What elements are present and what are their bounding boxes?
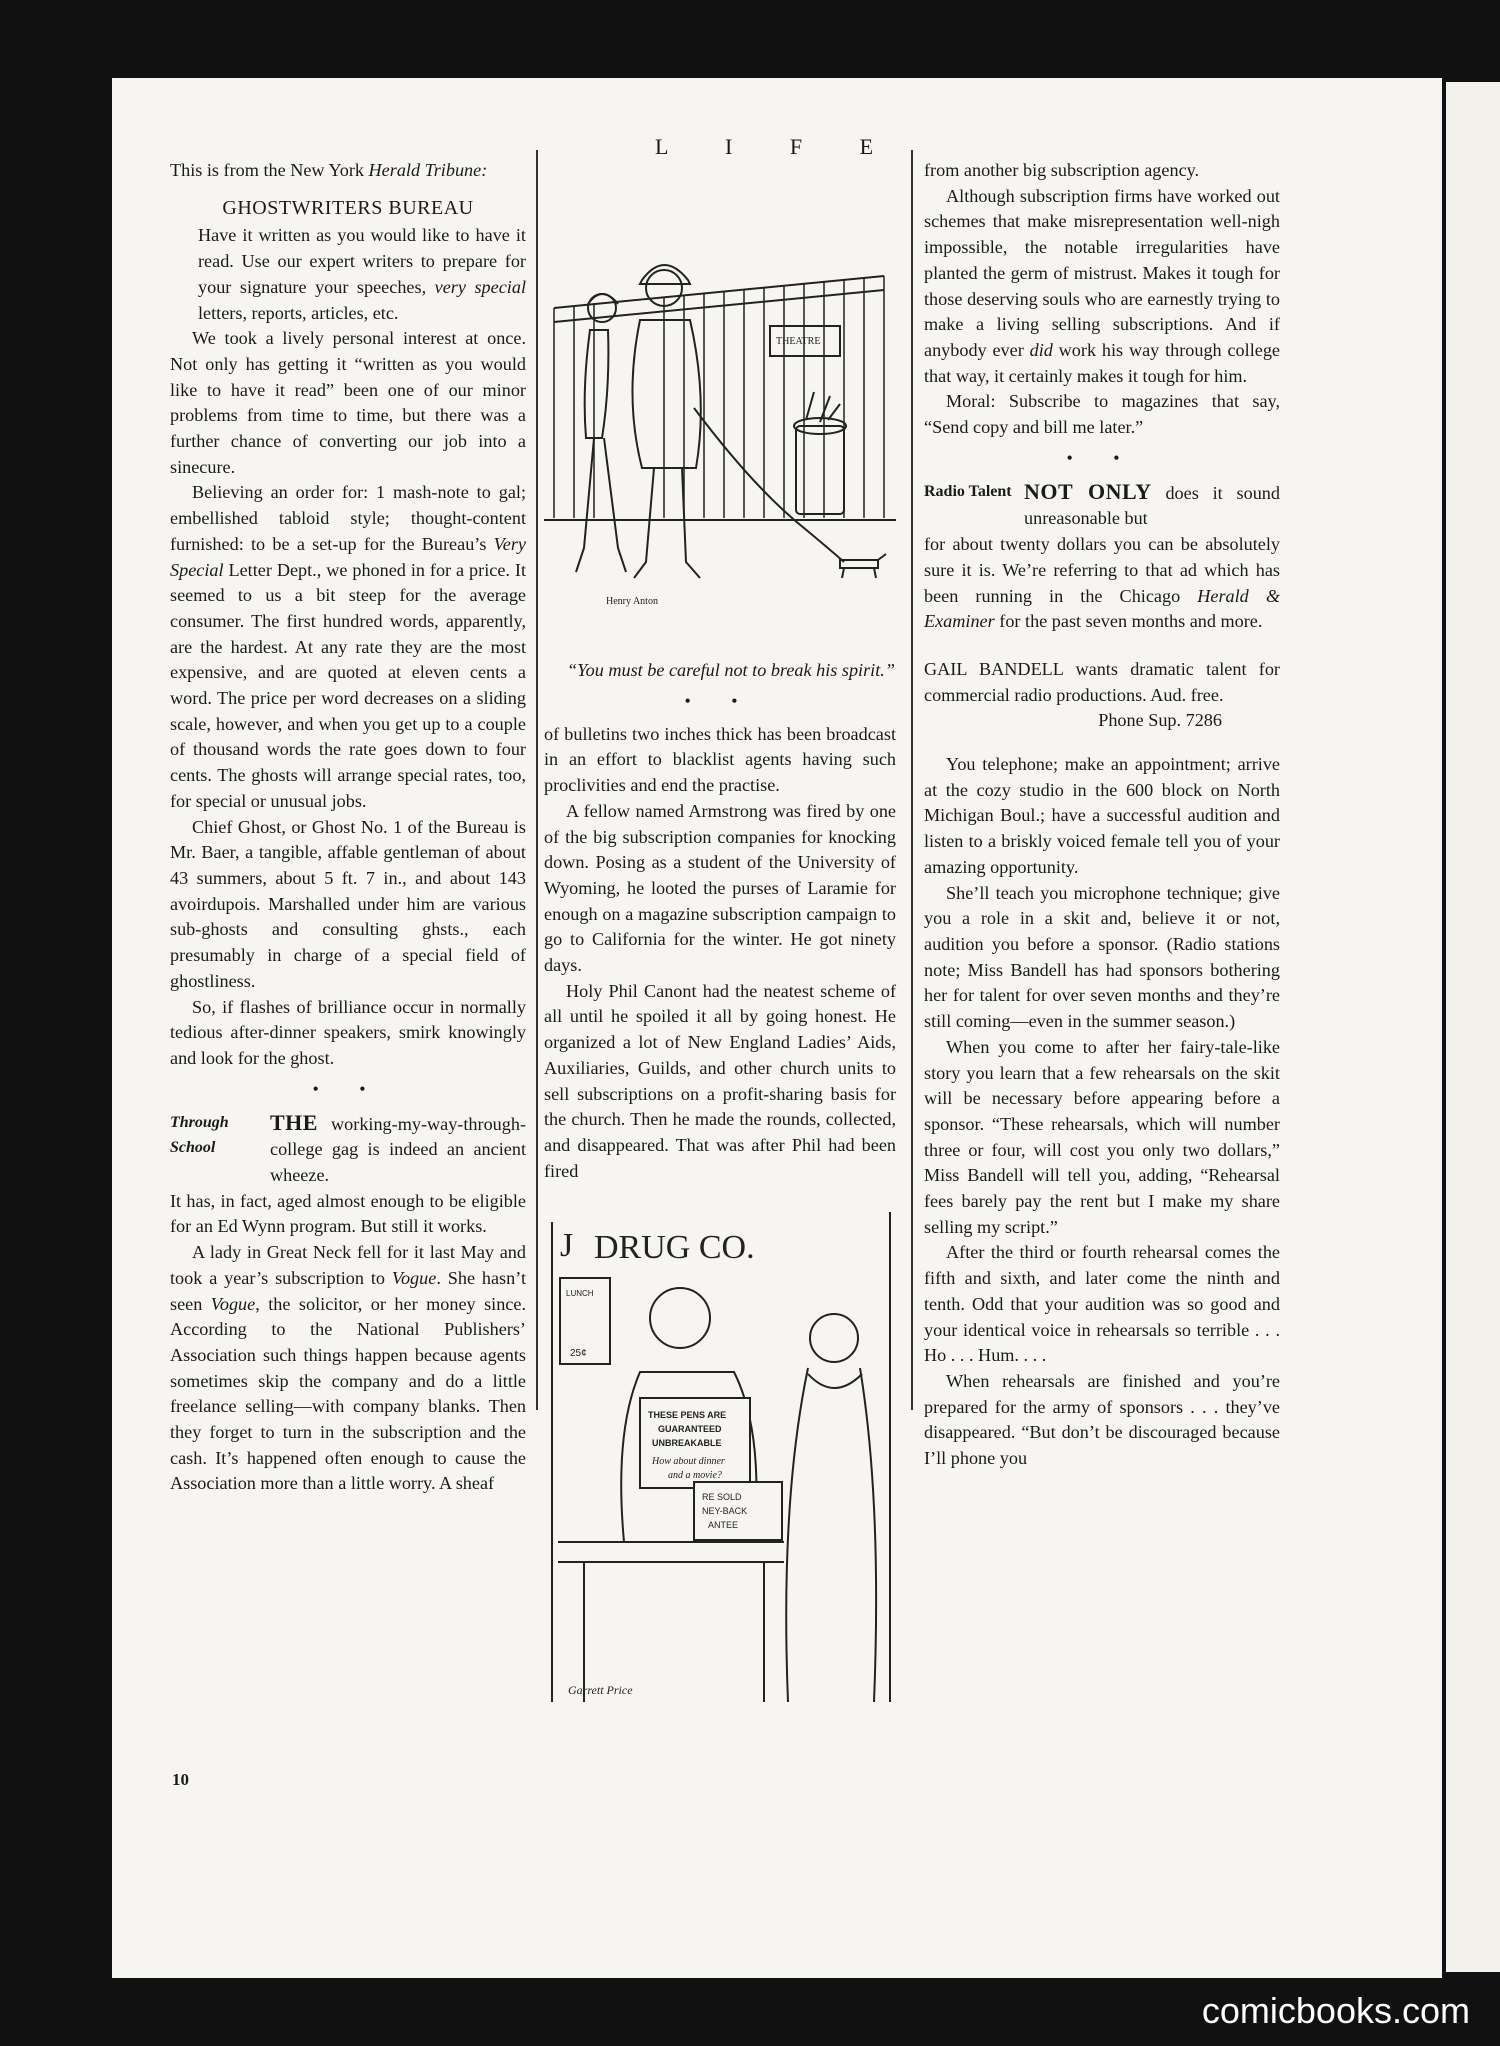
paragraph: She’ll teach you microphone technique; give you a role in a skit and, believe it or not, audition you before a sponsor. (Radio stations note; Miss Bandell has had sponsors bothering her for talent for over seven months and they’re still coming—even in the summer season.) xyxy=(924,882,1280,1032)
column-2 xyxy=(544,158,896,1722)
theatre-sign: THEATRE xyxy=(776,336,821,347)
paragraph: A lady in Great Neck fell for it last May and took a year’s subscription to Vogue. She hasn’t seen Vogue, the solicitor, or her money since. According to the National Publishers’ Association such things happen because agents sometimes skip the company and do a little freelance selling—with company blanks. Then they forget to turn in the subscription and the cash. It’s happened often enough to cause the Association more than a little worry. A sheaf xyxy=(170,1242,526,1494)
pen-sign-script-1: How about dinner xyxy=(652,1456,725,1468)
paragraph: Holy Phil Canont had the neatest scheme of all until he spoiled it all by going honest. He organized a lot of New England Ladies’ Aids, Auxiliaries, Guilds, and other church units to sell subscriptions on a profit-sharing basis for the church. Then he made the rounds, collected, and disappeared. That was after Phil had been fired xyxy=(544,980,896,1181)
ad-lead: GAIL BANDELL xyxy=(924,658,1064,679)
cartoon-signature: Garrett Price xyxy=(568,1683,633,1698)
menu-price: 25¢ xyxy=(570,1348,587,1360)
paragraph: Chief Ghost, or Ghost No. 1 of the Bureau is Mr. Baer, a tangible, affable gentleman of about 43 summers, about 5 ft. 7 in., and about 143 avoirdupois. Marshalled under him are various sub-ghosts and consulting ghsts., each presumably in charge of a special field of ghostliness. xyxy=(170,816,526,991)
section-header-through-school: Through School THE working-my-way-through-college gag is indeed an ancient wheeze. xyxy=(170,1109,526,1186)
pen-sign-line-2: GUARANTEED xyxy=(658,1424,722,1435)
store-prefix: J xyxy=(560,1227,574,1265)
paragraph: Believing an order for: 1 mash-note to gal; embellished tabloid style; thought-content furnished: to be a set-up for the Bureau’s Very Special Letter Dept., we phoned in for a price. It seemed to us a bit steep for the average consumer. The first hundred words, apparently, are the hardest. At any rate they are the most expensive, and are quoted at eleven cents a word. The price per word decreases on a sliding scale, however, and when you get up to a couple of thousand words the rate goes down to four cents. The ghosts will arrange special rates, too, for special or unusual jobs. xyxy=(170,482,526,811)
paragraph: You telephone; make an appointment; arrive at the cozy studio in the 600 block on North Michigan Boul.; have a successful audition and listen to a briskly voiced female tell you of your amazing opportunity. xyxy=(924,754,1280,877)
cartoon-caption: “You must be careful not to break his spirit.” xyxy=(567,660,895,680)
cartoon-dog-walk xyxy=(544,158,896,658)
column-3 xyxy=(924,158,1280,1472)
paragraph: for about twenty dollars you can be absolutely sure it is. We’re referring to that ad which has been running in the Chicago Herald & Examiner for the past seven months and more. xyxy=(924,534,1280,632)
paragraph: When rehearsals are finished and you’re prepared for the army of sponsors . . . they’ve disappeared. “But don’t be discouraged because I’ll phone you xyxy=(924,1370,1280,1469)
tag-line-2: NEY-BACK xyxy=(702,1506,748,1517)
paragraph: of bulletins two inches thick has been broadcast in an effort to blacklist agents having such proclivities and end the practise. xyxy=(544,723,896,796)
quoted-classified-ad: GAIL BANDELL wants dramatic talent for commercial radio productions. Aud. free. Phone Sup. 7286 xyxy=(924,657,1280,734)
pen-sign-script-2: and a movie? xyxy=(668,1470,722,1482)
side-label: Radio Talent xyxy=(924,482,1012,500)
column-rule-2 xyxy=(911,150,913,1410)
section-dots: • • xyxy=(1066,447,1138,468)
paragraph: So, if flashes of brilliance occur in normally tedious after-dinner speakers, smirk knowingly and look for the ghost. xyxy=(170,996,526,1068)
pen-sign-line-3: UNBREAKABLE xyxy=(652,1438,722,1449)
paragraph: We took a lively personal interest at once. Not only has getting it “written as you would like to have it read” been one of our minor problems from time to time, but there was a further chance of converting our job into a sinecure. xyxy=(170,328,526,477)
column-1 xyxy=(170,158,526,1497)
lead-word: THE xyxy=(270,1109,318,1135)
lead-word: NOT ONLY xyxy=(1024,478,1152,504)
page-number: 10 xyxy=(172,1770,189,1789)
column-rule-1 xyxy=(536,150,538,1410)
section-dots: • • xyxy=(312,1078,384,1099)
paragraph: It has, in fact, aged almost enough to be eligible for an Ed Wynn program. But still it works. xyxy=(170,1190,526,1237)
ad-phone: Phone Sup. 7286 xyxy=(1098,710,1222,731)
facing-page-edge xyxy=(1446,82,1500,1972)
paragraph: When you come to after her fairy-tale-like story you learn that a few rehearsals on the skit will be necessary before appearing before a sponsor. “These rehearsals, which will number three or four, will cost you only two dollars,” Miss Bandell will tell you, adding, “Rehearsal fees barely pay the rent but I make my share selling my script.” xyxy=(924,1036,1280,1237)
tag-line-1: RE SOLD xyxy=(702,1492,742,1503)
quoted-ad-title: GHOSTWRITERS BUREAU xyxy=(222,196,474,219)
tag-line-3: ANTEE xyxy=(708,1520,739,1531)
paragraph: from another big subscription agency. xyxy=(924,160,1200,180)
section-header-radio-talent: Radio Talent NOT ONLY does it sound unreasonable but xyxy=(924,478,1280,529)
running-head: L I F E xyxy=(654,134,900,159)
paragraph: Although subscription firms have worked out schemes that make misrepresentation well-nigh impossible, the notable irregularities have planted the germ of mistrust. Makes it tough for those deserving souls who are earnestly trying to make a living selling subscriptions. And if anybody ever did work his way through college that way, it certainly makes it tough for him. xyxy=(924,185,1280,386)
cartoon-drug-store xyxy=(544,1202,896,1722)
store-name: DRUG CO. xyxy=(594,1229,755,1267)
watermark: comicbooks.com xyxy=(1201,1990,1470,2031)
section-dots: • • xyxy=(684,690,756,711)
paragraph: Moral: Subscribe to magazines that say, “Send copy and bill me later.” xyxy=(924,391,1280,438)
cartoon-signature: Henry Anton xyxy=(606,596,658,607)
side-label: Through School xyxy=(170,1113,229,1156)
quoted-ad: Have it written as you would like to have it read. Use our expert writers to prepare for your signature your speeches, very special letters, reports, articles, etc. xyxy=(198,225,526,323)
paragraph: A fellow named Armstrong was fired by one of the big subscription companies for knocking down. Posing as a student of the University of Wyoming, he looted the purses of Laramie for enough on a magazine subscription campaign to go to California for the winter. He got ninety days. xyxy=(544,800,896,976)
menu-title: LUNCH xyxy=(566,1289,594,1299)
paragraph: After the third or fourth rehearsal comes the fifth and sixth, and later come the ninth and tenth. Odd that your audition was so good and your identical voice in rehearsals so terrible . . . Ho . . . Hum. . . . xyxy=(924,1242,1280,1366)
pen-sign-line-1: THESE PENS ARE xyxy=(648,1410,727,1421)
intro-line: This is from the New York Herald Tribune: xyxy=(170,160,488,180)
